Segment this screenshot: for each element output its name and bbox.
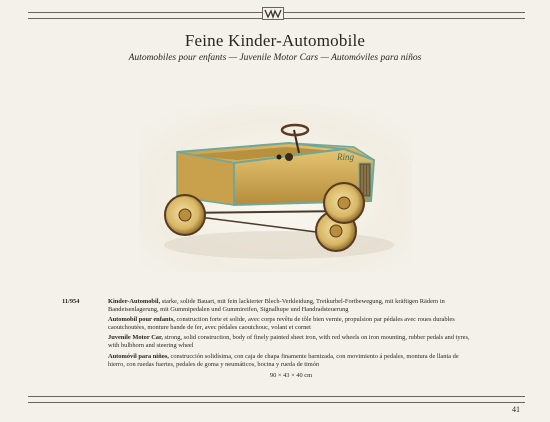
page-subtitle: Automobiles pour enfants — Juvenile Motor Cars — Automóviles para niños [128,53,422,63]
product-text-es: construcción solidísima, con caja de chapa finamente barnizada, con movimiento á pedales, montura de llanta de hierro, con ruedas fuertes, pedales de goma y neumáticos, bocina y rueda de timón [108,352,459,368]
product-name-es: Automóvil para niños, [108,352,169,360]
product-entry-en [108,334,474,350]
product-text-en: strong, solid construction, body of finely painted sheet iron, with red wheels on iron mounting, rubber pedals and tyres, with bulbhorn and steering wheel [108,334,470,350]
car-plate-text: Ring [337,152,354,162]
bottom-rule [28,396,525,403]
product-number: 11/954 [62,298,80,305]
maker-logo [262,7,284,20]
product-name-en: Juvenile Motor Car, [108,334,163,342]
product-text-fr: construction forte et solide, avec corps revêtu de tôle bien vernie, propulsion par pédales avec roues durables caoutchoutées, monture bande de fer, avec pédales caoutchouc, volant et cornet [108,316,455,332]
product-dimensions: 90 × 43 × 40 cm [269,371,313,379]
product-name-fr: Automobil pour enfants, [108,316,175,324]
product-entry-es [108,353,474,369]
product-entry-fr [108,316,474,332]
product-entry-de [62,298,474,314]
product-description [62,298,474,380]
page-number: 41 [512,405,520,414]
page-title: Feine Kinder-Automobile [184,31,366,50]
product-name-de: Kinder-Automobil, [108,298,161,305]
product-text-de: starke, solide Bauart, mit fein lackierter Blech-Verkleidung, Tretkurbel-Fortbewegung, mit kräftigen Rädern in Bandeisenlagerung, mit Gummipedalen und Gummireifen, Signalhupe und Handradsteuerung [108,298,445,314]
car-photo [139,105,412,272]
